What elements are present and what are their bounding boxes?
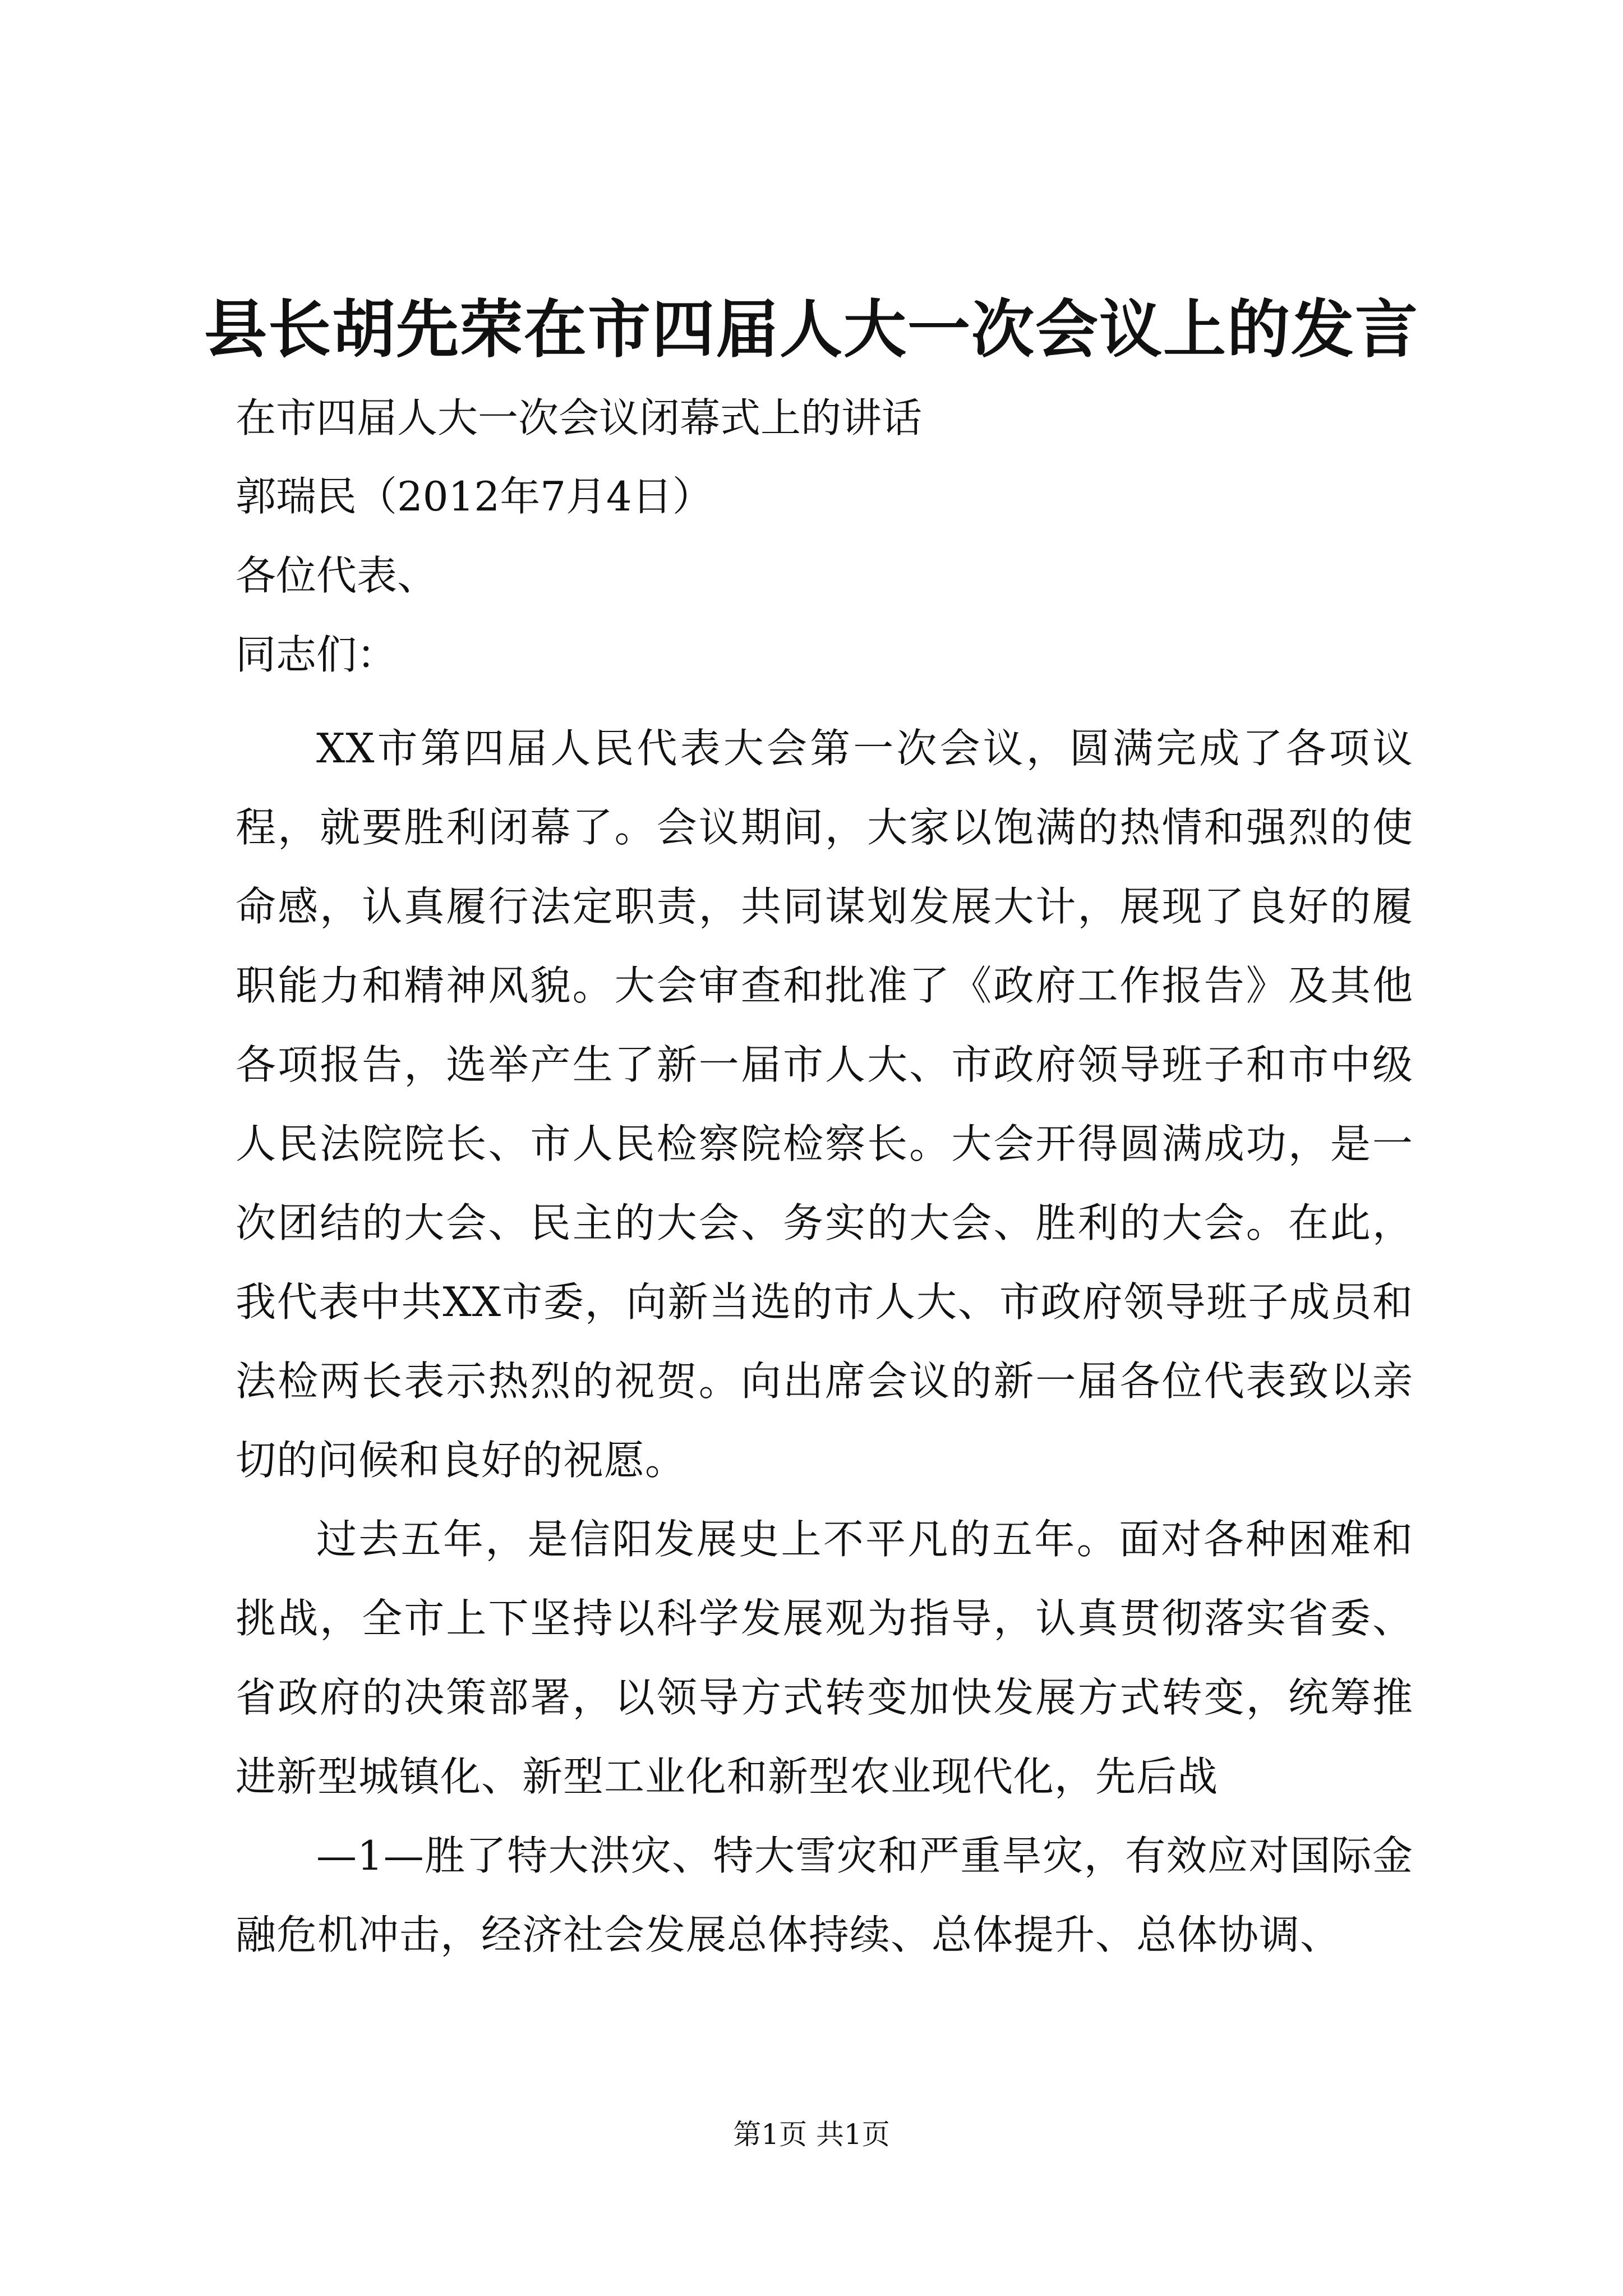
salutation-delegates: 各位代表、: [236, 552, 438, 599]
page-footer: 第1页 共1页: [733, 2118, 890, 2151]
subtitle: 在市四届人大一次会议闭幕式上的讲话: [236, 394, 923, 441]
paragraph-continuation: —1—胜了特大洪灾、特大雪灾和严重旱灾，有效应对国际金融危机冲击，经济社会发展总体持续、总体提升、总体协调、: [236, 1832, 1413, 1958]
document-title: 县长胡先荣在市四届人大一次会议上的发言: [204, 293, 1419, 366]
author-date: 郭瑞民（2012年7月4日）: [236, 473, 713, 520]
paragraph-opening: XX市第四届人民代表大会第一次会议，圆满完成了各项议程，就要胜利闭幕了。会议期间，大家以饱满的热情和强烈的使命感，认真履行法定职责，共同谋划发展大计，展现了良好的履职能力和精神风貌。大会审查和批准了《政府工作报告》及其他各项报告，选举产生了新一届市人大、市政府领导班子和市中级人民法院院长、市人民检察院检察长。大会开得圆满成功，是一次团结的大会、民主的大会、务实的大会、胜利的大会。在此，我代表中共XX市委，向新当选的市人大、市政府领导班子成员和法检两长表示热烈的祝贺。向出席会议的新一届各位代表致以亲切的问候和良好的祝愿。: [236, 725, 1413, 1484]
paragraph-past-five-years: 过去五年，是信阳发展史上不平凡的五年。面对各种困难和挑战，全市上下坚持以科学发展观为指导，认真贯彻落实省委、省政府的决策部署，以领导方式转变加快发展方式转变，统筹推进新型城镇化、新型工业化和新型农业现代化，先后战: [236, 1516, 1413, 1800]
salutation-comrades: 同志们：: [236, 631, 398, 678]
